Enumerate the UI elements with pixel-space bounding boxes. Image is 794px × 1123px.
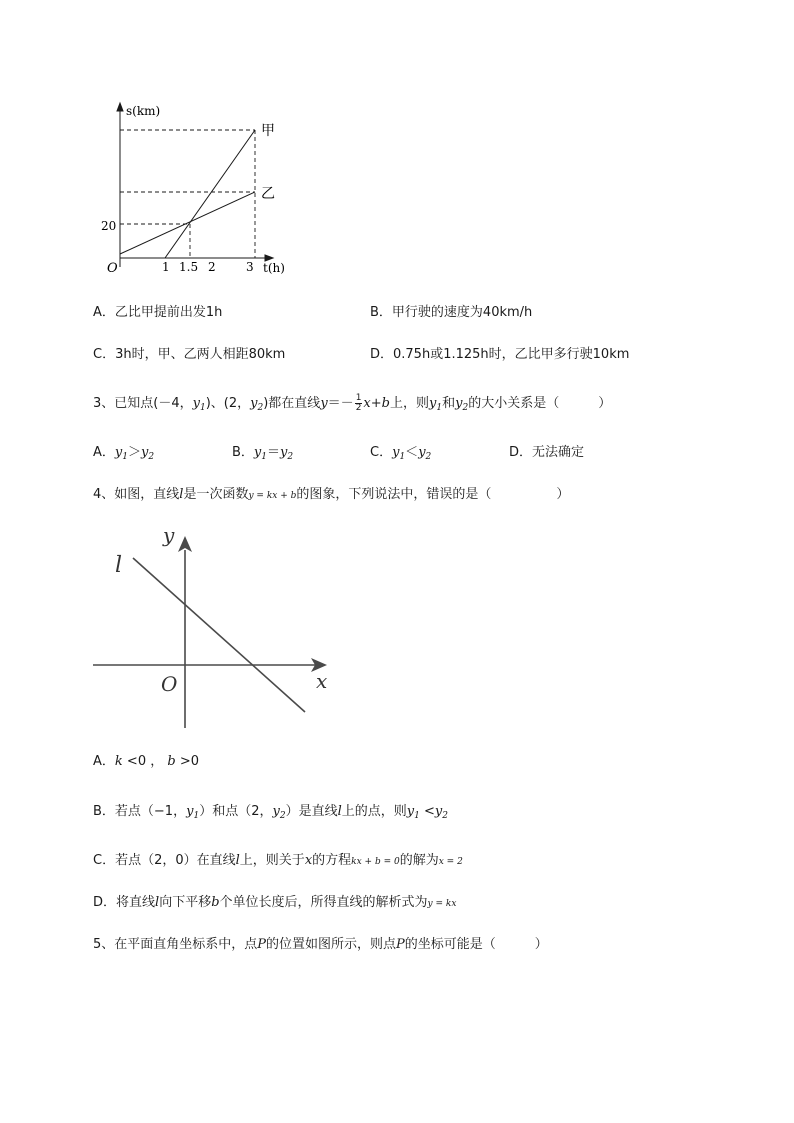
q4-option-d[interactable]: D．将直线l向下平移b个单位长度后，所得直线的解析式为y = kx bbox=[93, 895, 457, 910]
y-axis-arrow bbox=[117, 103, 123, 111]
question-5: 5、在平面直角坐标系中，点P的位置如图所示，则点P的坐标可能是（ ） bbox=[93, 937, 548, 952]
x-axis-label: x bbox=[316, 669, 328, 693]
q2-option-b[interactable]: B．甲行驶的速度为40km/h bbox=[370, 305, 533, 320]
origin-label: O bbox=[161, 672, 178, 696]
y-axis-label: y bbox=[163, 523, 175, 547]
question-4: 4、如图，直线l是一次函数y = kx + b的图象，下列说法中，错误的是（ ） bbox=[93, 487, 570, 502]
y-axis-label: s(km) bbox=[126, 104, 161, 118]
distance-time-graph bbox=[95, 95, 295, 280]
y-tick-20: 20 bbox=[101, 219, 117, 233]
origin-label: O bbox=[107, 261, 118, 276]
line-label-l: l bbox=[115, 553, 123, 578]
y-axis-arrow bbox=[178, 536, 192, 552]
line-label-jia: 甲 bbox=[261, 123, 275, 139]
q4-option-a[interactable]: A．k <0 ， b >0 bbox=[93, 754, 199, 769]
x-tick-1_5: 1.5 bbox=[179, 260, 199, 274]
q4-option-b[interactable]: B．若点（−1，$y_1$）和点（2，$y_2$）是直线l上的点，则$y_1 <y_2$ bbox=[93, 804, 448, 821]
x-tick-3: 3 bbox=[246, 260, 254, 274]
q3-option-c[interactable]: C．$y_1<y_2$ bbox=[370, 445, 432, 462]
line-l bbox=[133, 558, 305, 712]
q2-option-a[interactable]: A．乙比甲提前出发1h bbox=[93, 305, 223, 320]
q2-option-d[interactable]: D．0.75h或1.125h时，乙比甲多行驶10km bbox=[370, 347, 630, 362]
question-3: 3、已知点(－4，$y_1$)、(2，$y_2$)都在直线y＝－ $\frac{1}{2}$ x+b上，则$y_1$和$y_2$的大小关系是（ ） bbox=[93, 393, 612, 413]
fraction-one-half: $\frac{1}{2}$ bbox=[355, 393, 362, 413]
line-yi bbox=[120, 192, 255, 254]
x-tick-2: 2 bbox=[208, 260, 216, 274]
line-label-yi: 乙 bbox=[261, 186, 275, 202]
x-tick-1: 1 bbox=[162, 260, 170, 274]
x-axis-label: t(h) bbox=[263, 261, 285, 275]
q3-option-b[interactable]: B．$y_1=y_2$ bbox=[232, 445, 294, 462]
linear-function-graph bbox=[90, 520, 350, 735]
q2-option-c[interactable]: C．3h时，甲、乙两人相距80km bbox=[93, 347, 286, 362]
line-jia bbox=[165, 130, 255, 258]
q3-option-a[interactable]: A．$y_1>y_2$ bbox=[93, 445, 155, 462]
q4-option-c[interactable]: C．若点（2，0）在直线l上，则关于x的方程kx + b = 0的解为x = 2 bbox=[93, 853, 463, 868]
q3-option-d[interactable]: D．无法确定 bbox=[509, 445, 585, 460]
